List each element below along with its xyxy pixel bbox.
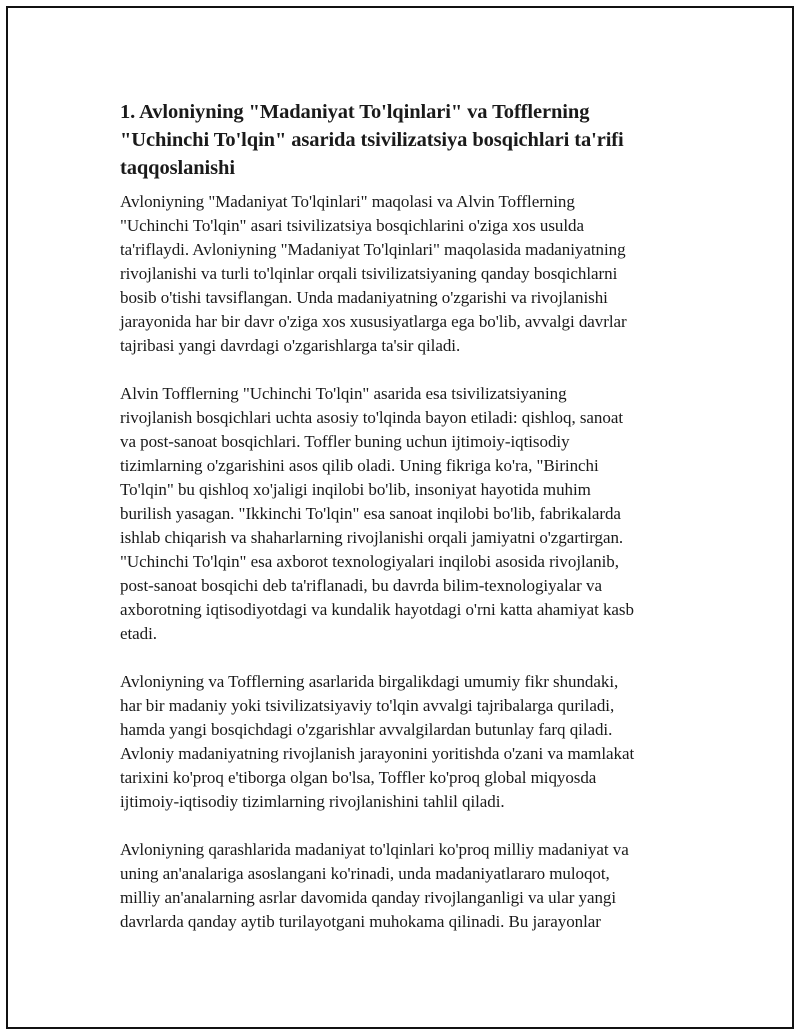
text-line: davrlarda qanday aytib turilayotgani muhokama qilinadi. Bu jarayonlar [120,912,601,931]
text-line: "Uchinchi To'lqin" asari tsivilizatsiya bosqichlarini o'ziga xos usulda [120,216,584,235]
heading-line: "Uchinchi To'lqin" asarida tsivilizatsiya bosqichlari ta'rifi [120,129,624,151]
text-line: ishlab chiqarish va shaharlarning rivojlanishi orqali jamiyatni o'zgartirgan. [120,528,624,547]
text-line: jarayonida har bir davr o'ziga xos xususiyatlarga ega bo'lib, avvalgi davrlar [120,312,627,331]
text-line: hamda yangi bosqichdagi o'zgarishlar avvalgilardan butunlay farq qiladi. [120,720,613,739]
text-line: axborotning iqtisodiyotdagi va kundalik hayotdagi o'rni katta ahamiyat kasb [120,600,634,619]
document-body [120,98,700,934]
text-line: tarixini ko'proq e'tiborga olgan bo'lsa, Toffler ko'proq global miqyosda [120,768,597,787]
text-line: ijtimoiy-iqtisodiy tizimlarning rivojlanishini tahlil qiladi. [120,792,505,811]
text-line: Avloniyning "Madaniyat To'lqinlari" maqolasi va Alvin Tofflerning [120,192,575,211]
page-frame [6,6,794,1029]
paragraph-4 [120,838,700,934]
section-heading [120,98,700,182]
text-line: rivojlanishi va turli to'lqinlar orqali tsivilizatsiyaning qanday bosqichlarni [120,264,618,283]
text-line: etadi. [120,624,157,643]
text-line: To'lqin" bu qishloq xo'jaligi inqilobi bo'lib, insoniyat hayotida muhim [120,480,591,499]
text-line: va post-sanoat bosqichlari. Toffler buning uchun ijtimoiy-iqtisodiy [120,432,570,451]
paragraph-3 [120,670,700,814]
heading-line: taqqoslanishi [120,157,235,179]
text-line: rivojlanish bosqichlari uchta asosiy to'lqinda bayon etiladi: qishloq, sanoat [120,408,623,427]
paragraph-1 [120,190,700,358]
text-line: tizimlarning o'zgarishini asos qilib oladi. Uning fikriga ko'ra, "Birinchi [120,456,599,475]
heading-line: 1. Avloniyning "Madaniyat To'lqinlari" va Tofflerning [120,101,590,123]
text-line: uning an'analariga asoslangani ko'rinadi, unda madaniyatlararo muloqot, [120,864,610,883]
text-line: milliy an'analarning asrlar davomida qanday rivojlanganligi va ular yangi [120,888,617,907]
text-line: har bir madaniy yoki tsivilizatsiyaviy to'lqin avvalgi tajribalarga quriladi, [120,696,615,715]
text-line: Avloniyning qarashlarida madaniyat to'lqinlari ko'proq milliy madaniyat va [120,840,629,859]
text-line: ta'riflaydi. Avloniyning "Madaniyat To'lqinlari" maqolasida madaniyatning [120,240,626,259]
text-line: tajribasi yangi davrdagi o'zgarishlarga ta'sir qiladi. [120,336,461,355]
text-line: Avloniy madaniyatning rivojlanish jarayonini yoritishda o'zani va mamlakat [120,744,635,763]
text-line: burilish yasagan. "Ikkinchi To'lqin" esa sanoat inqilobi bo'lib, fabrikalarda [120,504,621,523]
text-line: bosib o'tishi tavsiflangan. Unda madaniyatning o'zgarishi va rivojlanishi [120,288,608,307]
text-line: "Uchinchi To'lqin" esa axborot texnologiyalari inqilobi asosida rivojlanib, [120,552,619,571]
paragraph-2 [120,382,700,646]
text-line: Alvin Tofflerning "Uchinchi To'lqin" asarida esa tsivilizatsiyaning [120,384,567,403]
text-line: Avloniyning va Tofflerning asarlarida birgalikdagi umumiy fikr shundaki, [120,672,619,691]
text-line: post-sanoat bosqichi deb ta'riflanadi, bu davrda bilim-texnologiyalar va [120,576,602,595]
